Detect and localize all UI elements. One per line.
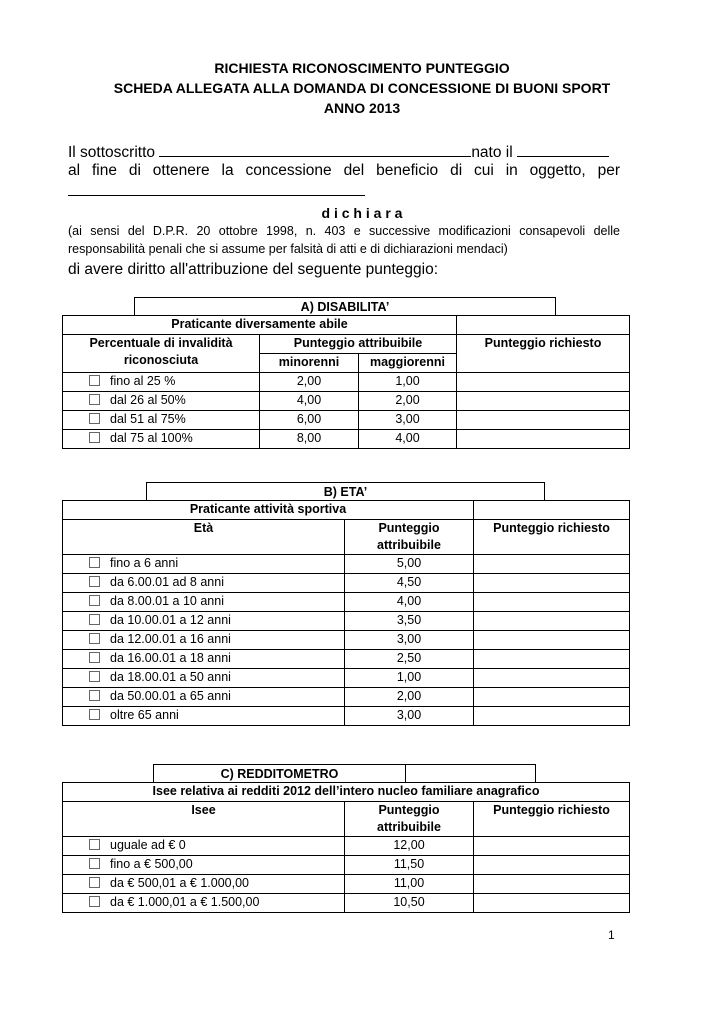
checkbox[interactable] — [89, 557, 100, 568]
checkbox[interactable] — [89, 614, 100, 625]
punteggio-richiesto-cell[interactable] — [474, 574, 630, 593]
dichiara-heading: d i c h i a r a — [321, 205, 403, 221]
table-row: fino a € 500,00 11,50 — [63, 856, 630, 875]
punteggio-richiesto-cell[interactable] — [457, 373, 630, 392]
section-b-col-richiesto: Punteggio richiesto — [474, 520, 630, 555]
section-c-col-richiesto: Punteggio richiesto — [474, 802, 630, 837]
punteggio-richiesto-cell[interactable] — [474, 894, 630, 913]
section-b-title: B) ETA’ — [146, 482, 545, 501]
checkbox[interactable] — [89, 690, 100, 701]
section-a-col-percent: Percentuale di invalidità riconosciuta — [63, 335, 260, 373]
page-number: 1 — [608, 928, 615, 942]
table-row: dal 75 al 100% 8,00 4,00 — [63, 430, 630, 449]
punteggio-richiesto-cell[interactable] — [474, 856, 630, 875]
checkbox[interactable] — [89, 576, 100, 587]
checkbox[interactable] — [89, 671, 100, 682]
checkbox[interactable] — [89, 709, 100, 720]
section-b-table — [62, 500, 630, 726]
punteggio-richiesto-cell[interactable] — [457, 430, 630, 449]
section-b-subtitle: Praticante attività sportiva — [63, 501, 474, 520]
punteggio-richiesto-cell[interactable] — [474, 688, 630, 707]
table-row: dal 26 al 50% 4,00 2,00 — [63, 392, 630, 411]
section-c-col-isee: Isee — [63, 802, 345, 837]
punteggio-richiesto-cell[interactable] — [474, 612, 630, 631]
checkbox[interactable] — [89, 432, 100, 443]
checkbox[interactable] — [89, 896, 100, 907]
checkbox[interactable] — [89, 633, 100, 644]
punteggio-richiesto-cell[interactable] — [474, 650, 630, 669]
legal-line-2: responsabilità penali che si assume per falsità di atti e di dichiarazioni mendaci) — [68, 242, 508, 256]
table-row: oltre 65 anni 3,00 — [63, 707, 630, 726]
checkbox[interactable] — [89, 413, 100, 424]
checkbox[interactable] — [89, 595, 100, 606]
section-b-col-eta: Età — [63, 520, 345, 555]
intro-line-2: al fine di ottenere la concessione del beneficio di cui in oggetto, per — [68, 162, 620, 179]
section-a-title: A) DISABILITA’ — [134, 297, 556, 316]
section-c-table — [62, 782, 630, 913]
header-line-1: RICHIESTA RICONOSCIMENTO PUNTEGGIO — [214, 60, 510, 76]
table-row: da 10.00.01 a 12 anni 3,50 — [63, 612, 630, 631]
punteggio-richiesto-cell[interactable] — [457, 392, 630, 411]
section-a-col-richiesto: Punteggio richiesto — [457, 335, 630, 373]
punteggio-richiesto-cell[interactable] — [474, 593, 630, 612]
header-line-2: SCHEDA ALLEGATA ALLA DOMANDA DI CONCESSIONE DI BUONI SPORT — [113, 80, 611, 96]
diritto-line: di avere diritto all'attribuzione del seguente punteggio: — [68, 261, 439, 278]
table-row: da 6.00.01 ad 8 anni 4,50 — [63, 574, 630, 593]
table-row: dal 51 al 75% 6,00 3,00 — [63, 411, 630, 430]
table-row: da € 500,01 a € 1.000,00 11,00 — [63, 875, 630, 894]
sottoscritto-blank[interactable] — [159, 142, 471, 157]
checkbox[interactable] — [89, 375, 100, 386]
table-row: da 16.00.01 a 18 anni 2,50 — [63, 650, 630, 669]
section-b-col-punteggio: Punteggio attribuibile — [345, 520, 474, 555]
punteggio-richiesto-cell[interactable] — [474, 631, 630, 650]
table-row: da 12.00.01 a 16 anni 3,00 — [63, 631, 630, 650]
header-line-3: ANNO 2013 — [323, 100, 401, 116]
nato-blank[interactable] — [517, 142, 609, 157]
section-a-subtitle: Praticante diversamente abile — [63, 316, 457, 335]
sottoscritto-line — [68, 142, 620, 162]
punteggio-richiesto-cell[interactable] — [474, 555, 630, 574]
checkbox[interactable] — [89, 877, 100, 888]
section-a-col-minorenni: minorenni — [260, 354, 359, 373]
table-row: fino al 25 % 2,00 1,00 — [63, 373, 630, 392]
legal-line-1: (ai sensi del D.P.R. 20 ottobre 1998, n. 403 e successive modificazioni consapevoli delle — [68, 224, 620, 238]
section-a-table — [62, 315, 630, 449]
section-c-title-box — [153, 764, 536, 783]
punteggio-richiesto-cell[interactable] — [474, 875, 630, 894]
section-c-title: C) REDDITOMETRO — [154, 765, 406, 783]
section-c-col-punteggio: Punteggio attribuibile — [345, 802, 474, 837]
checkbox[interactable] — [89, 858, 100, 869]
punteggio-richiesto-cell[interactable] — [474, 837, 630, 856]
section-a-col-punteggio: Punteggio attribuibile — [260, 335, 457, 354]
checkbox[interactable] — [89, 394, 100, 405]
nato-label: nato il — [471, 144, 513, 161]
table-row: da 8.00.01 a 10 anni 4,00 — [63, 593, 630, 612]
table-row: fino a 6 anni 5,00 — [63, 555, 630, 574]
table-row: da 18.00.01 a 50 anni 1,00 — [63, 669, 630, 688]
checkbox[interactable] — [89, 839, 100, 850]
checkbox[interactable] — [89, 652, 100, 663]
punteggio-richiesto-cell[interactable] — [474, 707, 630, 726]
table-row: da 50.00.01 a 65 anni 2,00 — [63, 688, 630, 707]
per-blank[interactable] — [68, 181, 365, 196]
punteggio-richiesto-cell[interactable] — [474, 669, 630, 688]
section-a-col-maggiorenni: maggiorenni — [359, 354, 457, 373]
punteggio-richiesto-cell[interactable] — [457, 411, 630, 430]
table-row: da € 1.000,01 a € 1.500,00 10,50 — [63, 894, 630, 913]
sottoscritto-label: Il sottoscritto — [68, 144, 155, 161]
table-row: uguale ad € 0 12,00 — [63, 837, 630, 856]
section-c-subtitle: Isee relativa ai redditi 2012 dell’intero nucleo familiare anagrafico — [63, 783, 630, 802]
